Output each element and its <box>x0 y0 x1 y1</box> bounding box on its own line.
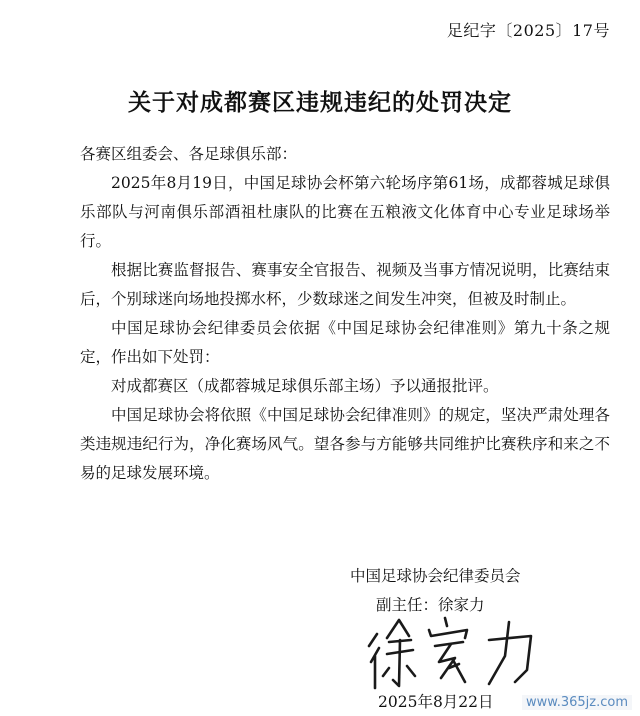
signing-organization: 中国足球协会纪律委员会 <box>350 567 521 585</box>
paragraph-4: 对成都赛区（成都蓉城足球俱乐部主场）予以通报批评。 <box>111 377 499 395</box>
handwritten-signature <box>365 612 545 692</box>
paragraph-5: 中国足球协会将依照《中国足球协会纪律准则》的规定，坚决严肃处理各类违规违纪行为，净化赛场风气。望各参与方能够共同维护比赛秩序和来之不易的足球发展环境。 <box>80 406 610 482</box>
salutation: 各赛区组委会、各足球俱乐部： <box>80 145 298 163</box>
paragraph-1: 2025年8月19日，中国足球协会杯第六轮场序第61场，成都蓉城足球俱乐部队与河南俱乐部酒祖杜康队的比赛在五粮液文化体育中心专业足球场举行。 <box>80 174 610 250</box>
document-body <box>80 140 610 488</box>
paragraph-3: 中国足球协会纪律委员会依据《中国足球协会纪律准则》第九十条之规定，作出如下处罚： <box>80 319 610 366</box>
signer-role: 副主任：徐家力 <box>376 596 485 614</box>
document-date: 2025年8月22日 <box>378 693 494 711</box>
document-number: 足纪字〔2025〕17号 <box>446 21 610 40</box>
paragraph-2: 根据比赛监督报告、赛事安全官报告、视频及当事方情况说明，比赛结束后，个别球迷向场地投掷水杯，少数球迷之间发生冲突，但被及时制止。 <box>80 261 610 308</box>
document-title: 关于对成都赛区违规违纪的处罚决定 <box>128 89 512 116</box>
watermark-text: www.365jz.com <box>522 695 632 710</box>
